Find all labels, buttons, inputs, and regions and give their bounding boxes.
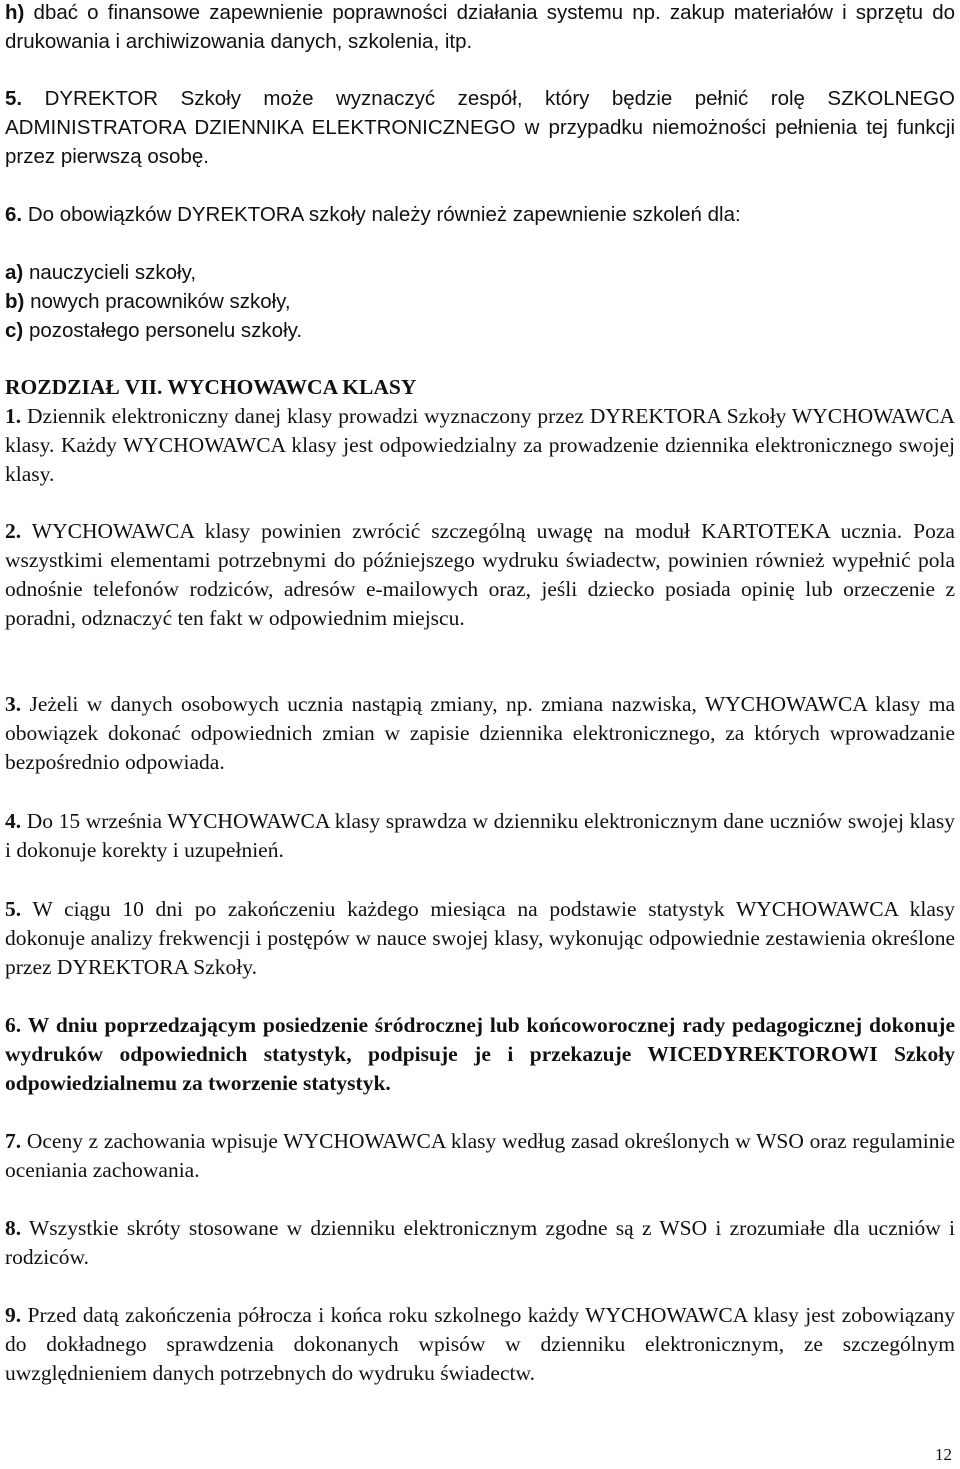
chapter-item-3 (5, 690, 955, 777)
paragraph-text: Wszystkie skróty stosowane w dzienniku elektronicznym zgodne są z WSO i zrozumiałe dla uczniów i rodziców. (5, 1216, 955, 1269)
paragraph-number: 7. (5, 1129, 22, 1153)
paragraph-5 (5, 84, 955, 171)
paragraph-text: Dziennik elektroniczny danej klasy prowadzi wyznaczony przez DYREKTORA Szkoły WYCHOWAWCA klasy. Każdy WYCHOWAWCA klasy jest odpowiedzialny za prowadzenie dziennika elektronicznego swojej klasy. (5, 404, 955, 486)
paragraph-number: 4. (5, 809, 22, 833)
paragraph-number: 3. (5, 692, 22, 716)
paragraph-text: W dniu poprzedzającym posiedzenie śródrocznej lub końcoworocznej rady pedagogicznej dokonuje wydruków odpowiednich statystyk, podpisuje je i przekazuje WICEDYREKTOROWI Szkoły odpowiedzialnemu za tworzenie statystyk. (5, 1013, 956, 1095)
paragraph-text: Przed datą zakończenia półrocza i końca roku szkolnego każdy WYCHOWAWCA klasy jest zobowiązany do dokładnego sprawdzenia dokonanych wpisów w dzienniku elektronicznym, ze szczególnym uwzględnieniem danych potrzebnych do wydruku świadectw. (5, 1303, 955, 1385)
item-marker: a) (5, 261, 24, 284)
paragraph-text: Do 15 września WYCHOWAWCA klasy sprawdza w dzienniku elektronicznym dane uczniów swojej klasy i dokonuje korekty i uzupełnień. (5, 809, 955, 862)
chapter-item-7 (5, 1127, 955, 1185)
paragraph-number: 8. (5, 1216, 22, 1240)
chapter-item-4 (5, 807, 955, 865)
chapter-item-9 (5, 1301, 955, 1388)
page-number: 12 (935, 1445, 952, 1464)
paragraph-number: 5. (5, 87, 23, 110)
item-marker: b) (5, 290, 25, 313)
paragraph-number: 6. (5, 1013, 22, 1037)
paragraph-number: 6. (5, 203, 23, 226)
paragraph-text: Do obowiązków DYREKTORA szkoły należy również zapewnienie szkoleń dla: (27, 203, 741, 226)
list-item-h (5, 0, 955, 56)
chapter-item-8 (5, 1214, 955, 1272)
chapter-item-6 (5, 1011, 955, 1098)
paragraph-number: 1. (5, 404, 22, 428)
list-item (5, 287, 955, 316)
paragraph-text: W ciągu 10 dni po zakończeniu każdego miesiąca na podstawie statystyk WYCHOWAWCA klasy dokonuje analizy frekwencji i postępów w nauce swojej klasy, wykonując odpowiednie zestawienia określone przez DYREKTORA Szkoły. (5, 897, 955, 979)
item-marker: h) (5, 1, 25, 24)
chapter-title: ROZDZIAŁ VII. WYCHOWAWCA KLASY (5, 375, 417, 399)
paragraph-6 (5, 200, 955, 229)
chapter-item-1 (5, 402, 955, 489)
item-text: nauczycieli szkoły, (28, 261, 197, 284)
paragraph-number: 2. (5, 519, 22, 543)
paragraph-number: 9. (5, 1303, 22, 1327)
paragraph-text: Oceny z zachowania wpisuje WYCHOWAWCA klasy według zasad określonych w WSO oraz regulaminie oceniania zachowania. (5, 1129, 955, 1182)
chapter-item-2 (5, 517, 955, 633)
item-text: pozostałego personelu szkoły. (28, 319, 303, 342)
item-text: dbać o finansowe zapewnienie poprawności działania systemu np. zakup materiałów i sprzętu do drukowania i archiwizowania danych, szkolenia, itp. (5, 1, 956, 53)
paragraph-text: Jeżeli w danych osobowych ucznia nastąpią zmiany, np. zmiana nazwiska, WYCHOWAWCA klasy ma obowiązek dokonać odpowiednich zmian w zapisie dziennika elektronicznego, za których wprowadzanie bezpośrednio odpowiada. (5, 692, 956, 774)
paragraph-text: DYREKTOR Szkoły może wyznaczyć zespół, który będzie pełnić rolę SZKOLNEGO ADMINISTRATORA DZIENNIKA ELEKTRONICZNEGO w przypadku niemożności pełnienia tej funkcji przez pierwszą osobę. (5, 87, 955, 168)
chapter-item-5 (5, 895, 955, 982)
paragraph-number: 5. (5, 897, 22, 921)
chapter-heading (5, 373, 955, 402)
item-text: nowych pracowników szkoły, (30, 290, 291, 313)
paragraph-text: WYCHOWAWCA klasy powinien zwrócić szczególną uwagę na moduł KARTOTEKA ucznia. Poza wszystkimi elementami potrzebnymi do późniejszego wydruku świadectw, powinien również wypełnić pola odnośnie telefonów rodziców, adresów e-mailowych oraz, jeśli dziecko posiada opinię lub orzeczenie z poradni, odznaczyć ten fakt w odpowiednim miejscu. (5, 519, 955, 630)
item-marker: c) (5, 319, 24, 342)
list-item (5, 258, 955, 287)
list-item (5, 316, 955, 345)
training-list (5, 258, 955, 345)
